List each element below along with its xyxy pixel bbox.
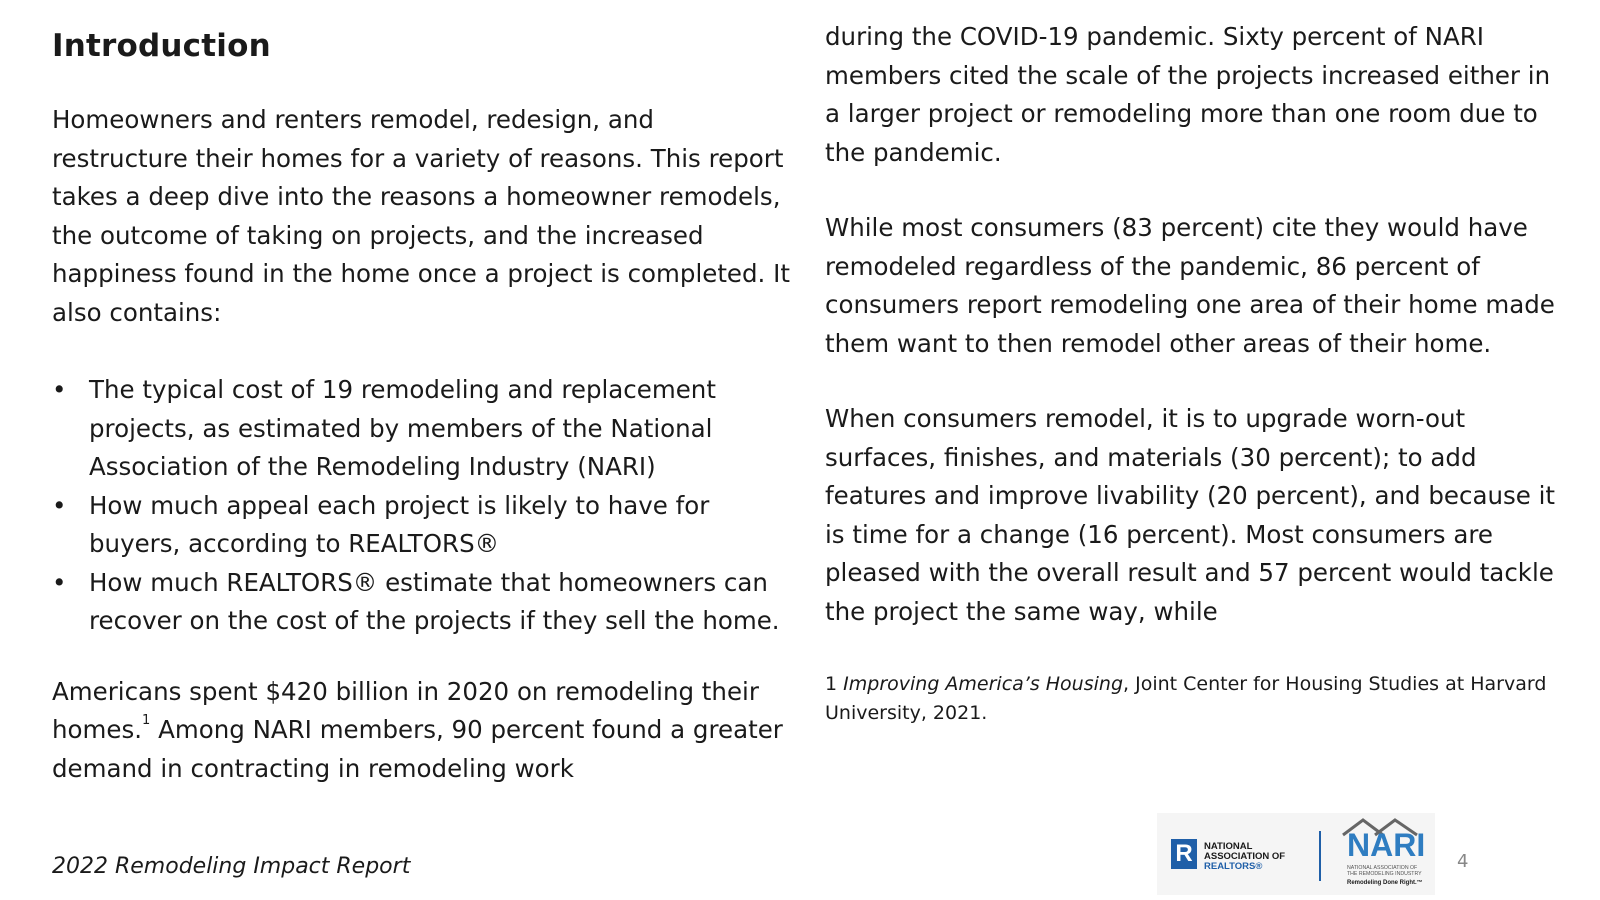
bullet-glyph: • bbox=[52, 375, 67, 404]
logo-divider bbox=[1319, 831, 1321, 881]
page-number: 4 bbox=[1457, 851, 1469, 872]
bullet-item bbox=[52, 564, 797, 641]
consumer-remodel-paragraph: While most consumers (83 percent) cite they would have remodeled regardless of the pandemic, 86 percent of consumers report remodeling one area of their home made them want to then remodel other areas of their home. bbox=[825, 213, 1555, 358]
bullet-item bbox=[52, 487, 797, 564]
realtor-line: REALTORS® bbox=[1204, 861, 1263, 872]
bullet-text: The typical cost of 19 remodeling and replacement projects, as estimated by members of the National Association of the Remodeling Industry (NARI) bbox=[89, 375, 716, 481]
spending-paragraph bbox=[52, 673, 797, 789]
realtor-logo-text bbox=[1204, 842, 1285, 872]
footnote bbox=[825, 670, 1570, 728]
nari-logo-tagline: Remodeling Done Right.™ bbox=[1347, 880, 1423, 886]
footnote-source-rest: , Joint Center for Housing Studies at Harvard University, 2021. bbox=[825, 673, 1547, 724]
bullet-item bbox=[52, 371, 797, 487]
remodel-reasons-paragraph: When consumers remodel, it is to upgrade worn-out surfaces, finishes, and materials (30 percent); to add features and improve livability (20 percent), and because it is time for a change (16 percent). Most consumers are pleased with the overall result and 57 percent would tackle the project the same way, while bbox=[825, 404, 1556, 626]
bullet-text: How much REALTORS® estimate that homeowners can recover on the cost of the projects if they sell the home. bbox=[89, 567, 780, 635]
report-title: 2022 Remodeling Impact Report bbox=[52, 854, 411, 879]
footnote-reference[interactable]: 1 bbox=[142, 713, 151, 728]
spending-text-after-ref: Among NARI members, 90 percent found a greater demand in contracting in remodeling work bbox=[52, 715, 783, 783]
realtor-mark-letter: R bbox=[1175, 840, 1193, 867]
section-heading: Introduction bbox=[52, 28, 271, 64]
realtor-line: NATIONAL bbox=[1204, 841, 1253, 852]
intro-paragraph: Homeowners and renters remodel, redesign, and restructure their homes for a variety of reasons. This report takes a deep dive into the reasons a homeowner remodels, the outcome of taking on projects, and the increased happiness found in the home once a project is completed. It also contains: bbox=[52, 105, 790, 327]
bullet-text: How much appeal each project is likely to have for buyers, according to REALTORS® bbox=[89, 490, 710, 558]
contents-bullet-list bbox=[52, 371, 797, 641]
footnote-number: 1 bbox=[825, 673, 838, 695]
bullet-glyph: • bbox=[52, 490, 67, 520]
realtor-logo-icon bbox=[1171, 839, 1197, 869]
pandemic-continuation-paragraph: during the COVID-19 pandemic. Sixty percent of NARI members cited the scale of the projects increased either in a larger project or remodeling more than one room due to the pandemic. bbox=[825, 22, 1551, 167]
spending-text-before-ref: Americans spent $420 billion in 2020 on remodeling their homes. bbox=[52, 676, 759, 744]
left-column bbox=[52, 22, 797, 788]
bullet-glyph: • bbox=[52, 567, 67, 597]
right-column bbox=[825, 18, 1570, 728]
footnote-source-title: Improving America’s Housing bbox=[843, 673, 1124, 695]
realtor-line: ASSOCIATION OF bbox=[1204, 851, 1286, 862]
partner-logos bbox=[1157, 813, 1435, 895]
nari-logo-wordmark: NARI bbox=[1347, 827, 1426, 863]
nari-logo-subline: NATIONAL ASSOCIATION OF THE REMODELING INDUSTRY bbox=[1347, 865, 1422, 877]
